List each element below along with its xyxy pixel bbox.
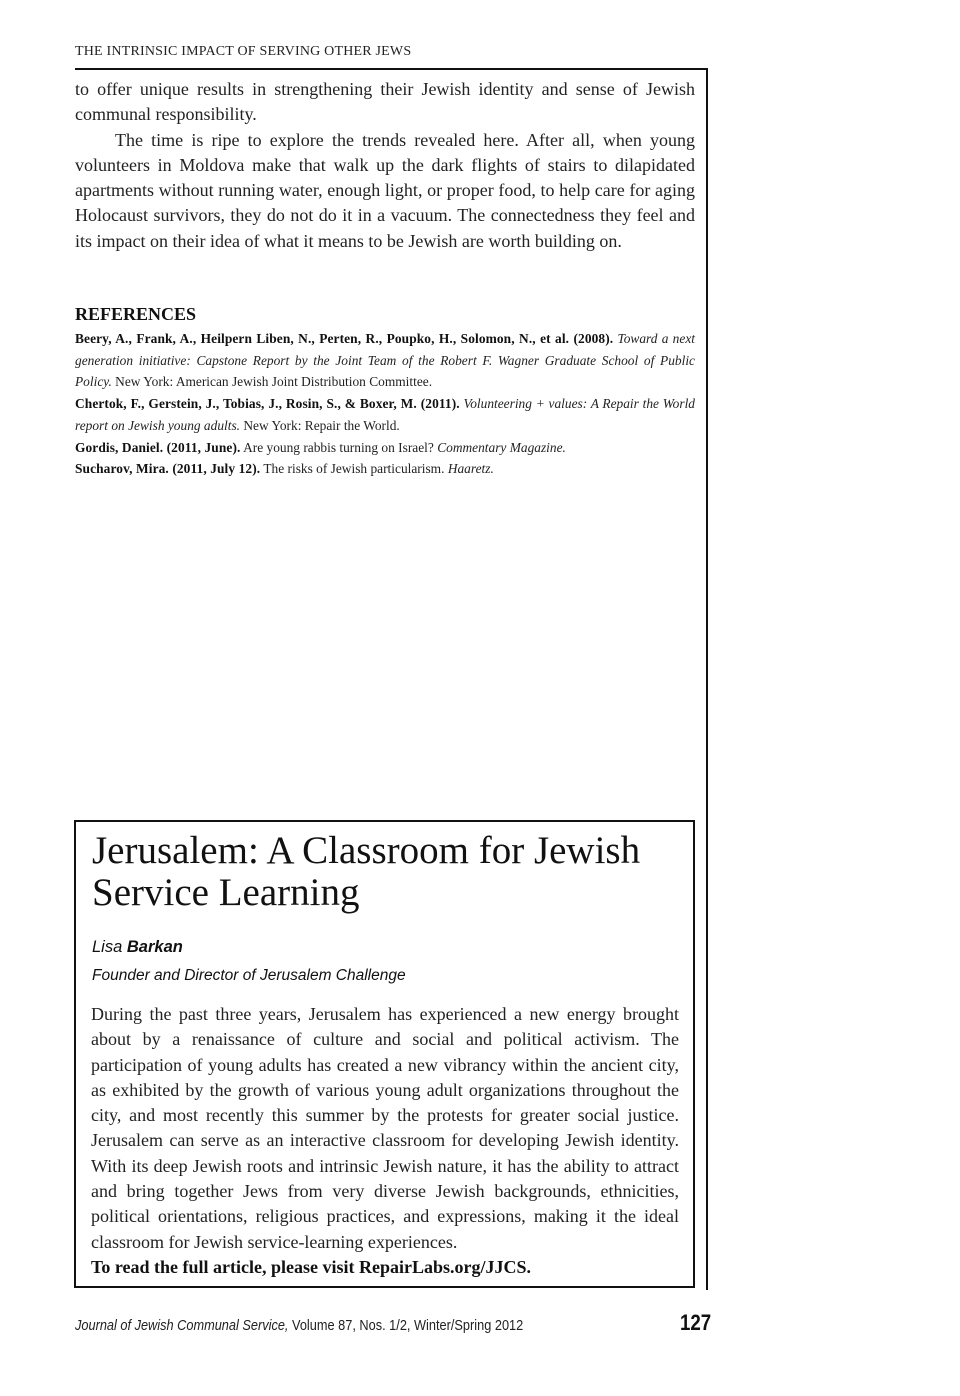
body-paragraph-2: The time is ripe to explore the trends revealed here. After all, when young volunteers in Moldova make that walk up the dark flights of stairs to dilapidated apartments without running water, enough light, or proper food, to help care for aging Holocaust survivors, they do not do it in a vacuum. The connectedness they feel and its impact on their idea of what it means to be Jewish are worth building on. <box>75 129 695 251</box>
reference-title: Haaretz. <box>447 461 494 477</box>
reference-item <box>75 328 695 393</box>
header-rule <box>75 68 708 70</box>
reference-item <box>75 437 695 459</box>
article-body <box>75 77 695 254</box>
reference-article: Are young rabbis turning on Israel? <box>243 439 434 455</box>
reference-title: Commentary Magazine. <box>437 439 566 455</box>
references-heading: REFERENCES <box>75 304 197 324</box>
feature-author-role: Founder and Director of Jerusalem Challenge <box>92 967 406 984</box>
feature-author <box>92 938 183 957</box>
feature-body <box>91 1002 679 1280</box>
feature-call-to-action: To read the full article, please visit RepairLabs.org/JJCS. <box>91 1256 531 1277</box>
feature-box <box>74 820 695 1288</box>
reference-authors: Chertok, F., Gerstein, J., Tobias, J., Rosin, S., & Boxer, M. (2011). <box>75 396 460 412</box>
side-rule <box>706 68 708 1290</box>
reference-item <box>75 458 695 480</box>
running-head: THE INTRINSIC IMPACT OF SERVING OTHER JEWS <box>75 44 412 59</box>
page-number: 127 <box>680 1310 712 1335</box>
reference-publisher: New York: American Jewish Joint Distribution Committee. <box>115 374 433 390</box>
body-paragraph-1: to offer unique results in strengthening their Jewish identity and sense of Jewish communal responsibility. <box>75 79 695 125</box>
reference-authors: Beery, A., Frank, A., Heilpern Liben, N., Perten, R., Poupko, H., Solomon, N., et al. (2008). <box>75 331 614 346</box>
reference-title: Toward a next generation initiative: Capstone Report by the Joint Team of the Robert F. Wagner Graduate School of Public Policy. <box>75 331 695 390</box>
footer-journal <box>75 1318 523 1334</box>
references-list <box>75 328 695 480</box>
reference-title: Volunteering + values: A Repair the World report on Jewish young adults. <box>75 396 695 433</box>
feature-paragraph: During the past three years, Jerusalem has experienced a new energy brought about by a renaissance of culture and social and political activism. The participation of young adults has created a new vibrancy within the ancient city, as exhibited by the growth of various young adult organizations throughout the city, and most recently this summer by the protests for greater social justice. Jerusalem can serve as an interactive classroom for developing Jewish identity. With its deep Jewish roots and intrinsic Jewish nature, it has the ability to attract and bring together Jews from very diverse Jewish backgrounds, ethnicities, political orientations, religious practices, and expressions, making it the ideal classroom for Jewish service-learning experiences. <box>91 1004 679 1252</box>
reference-authors: Sucharov, Mira. (2011, July 12). <box>75 461 261 477</box>
reference-item <box>75 393 695 436</box>
reference-article: The risks of Jewish particularism. <box>263 461 445 477</box>
journal-details: Volume 87, Nos. 1/2, Winter/Spring 2012 <box>292 1318 524 1334</box>
author-last-name: Barkan <box>126 938 183 956</box>
reference-authors: Gordis, Daniel. (2011, June). <box>75 439 241 455</box>
author-first-name: Lisa <box>92 938 123 956</box>
reference-publisher: New York: Repair the World. <box>243 417 400 433</box>
feature-title: Jerusalem: A Classroom for Jewish Service Learning <box>92 829 641 914</box>
journal-name: Journal of Jewish Communal Service, <box>75 1318 289 1334</box>
